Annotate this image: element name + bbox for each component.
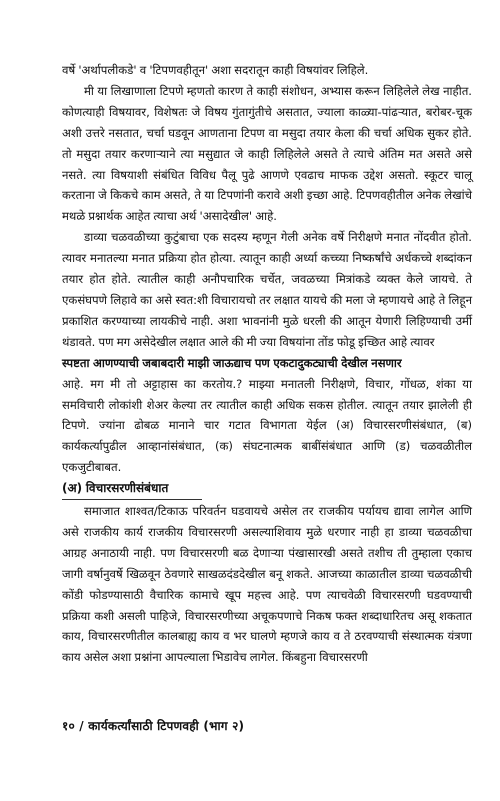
bold-statement: स्पष्टता आणण्याची जबाबदारी माझी जाऊद्याच पण एकटादुकट्याची देखील नसणार (62, 355, 402, 370)
paragraph-notes-purpose: मी या लिखाणाला टिपणे म्हणतो कारण ते काही संशोधन, अभ्यास करून लिहिलेले लेख नाहीत. कोणत्याही विषयावर, विशेषतः जे विषय गुंतागुंतीचे असतात, ज्याला काळ्या-पांढऱ्यात, बरोबर-चूक अशी उत्तरे नसतात, चर्चा घडवून आणताना टिपण वा मसुदा तयार केला की चर्चा अधिक सुकर होते. तो मसुदा तयार करणाऱ्याने त्या मसुद्यात जे काही लिहिलेले असते ते त्याचे अंतिम मत असते असे नसते. त्या विषयाशी संबंधित विविध पैलू पुढे आणणे एवढाच माफक उद्देश असतो. स्कूटर चालू करताना जे किकचे काम असते, ते या टिपणांनी करावे अशी इच्छा आहे. टिपणवहीतील अनेक लेखांचे मथळे प्रश्नार्थक आहेत त्याचा अर्थ 'असादेखील' आहे. (62, 83, 472, 224)
paragraph-ideology: समाजात शाश्वत/टिकाऊ परिवर्तन घडवायचे असेल तर राजकीय पर्यायच द्यावा लागेल आणि असे राजकीय कार्य राजकीय विचारसरणी असल्याशिवाय मुळे धरणार नाही हा डाव्या चळवळीचा आग्रह अनाठायी नाही. पण विचारसरणी बळ देणाऱ्या पंखासारखी असते तशीच ती तुम्हाला एकाच जागी वर्षानुवर्षे खिळवून ठेवणारे साखळदंडदेखील बनू शकते. आजच्या काळातील डाव्या चळवळीची कोंडी फोडण्यासाठी वैचारिक कामाचे खूप महत्त्व आहे. पण त्याचवेळी विचारसरणी घडवण्याची प्रक्रिया कशी असली पाहिजे, विचारसरणीच्या अचूकपणाचे निकष फक्त शब्दाधारितच असू शकतात काय, विचारसरणीतील कालबाह्य काय व भर घालणे म्हणजे काय व ते ठरवण्याची संस्थात्मक यंत्रणा काय असेल अशा प्रश्नांना आपल्याला भिडावेच लागेल. किंबहुना विचारसरणी (62, 504, 472, 665)
heading-underline (62, 499, 202, 500)
section-heading-ideology: (अ) विचारसरणीसंबंधात (62, 481, 169, 496)
paragraph-sharing-notes: आहे. मग मी तो अट्टाहास का करतोय.? माझ्या मनातली निरीक्षणे, विचार, गोंधळ, शंका या समविचारी लोकांशी शेअर केल्या तर त्यातील काही अधिक सकस होतील. त्यातून तयार झालेली ही टिपणे. ज्यांना ढोबळ मानाने चार गटात विभागता येईल (अ) विचारसरणीसंबंधात, (ब) कार्यकर्त्यापुढील आव्हानांसंबंधात, (क) संघटनात्मक बाबींसंबंधात आणि (ड) चळवळीतील एकजुटीबाबत. (62, 376, 472, 475)
page-body (62, 60, 472, 668)
paragraph-left-movement: डाव्या चळवळीच्या कुटुंबाचा एक सदस्य म्हणून गेली अनेक वर्षे निरीक्षणे मनात नोंदवीत होतो. त्यावर मनातल्या मनात प्रक्रिया होत होत्या. त्यातून काही अर्ध्या कच्च्या निष्कर्षांचे अर्धकच्चे शब्दांकन तयार होत होते. त्यातील काही अनौपचारिक चर्चेत, जवळच्या मित्रांकडे व्यक्त केले जायचे. ते एकसंघपणे लिहावे का असे स्वत:शी विचारायचो तर लक्षात यायचे की मला जे म्हणायचे आहे ते लिहून प्रकाशित करण्याच्या लायकीचे नाही. अशा भावनांनी मुळे धरली की आतून येणारी लिहिण्याची उर्मी थंडावते. पण मग असेदेखील लक्षात आले की मी ज्या विषयांना तोंड फोडू इच्छित आहे त्यावर (62, 230, 472, 349)
page-footer: १० / कार्यकर्त्यांसाठी टिपणवही (भाग २) (62, 719, 245, 733)
paragraph-continuation: वर्षे 'अर्थापलीकडे' व 'टिपणवहीतून' अशा सदरातून काही विषयांवर लिहिले. (62, 63, 369, 77)
